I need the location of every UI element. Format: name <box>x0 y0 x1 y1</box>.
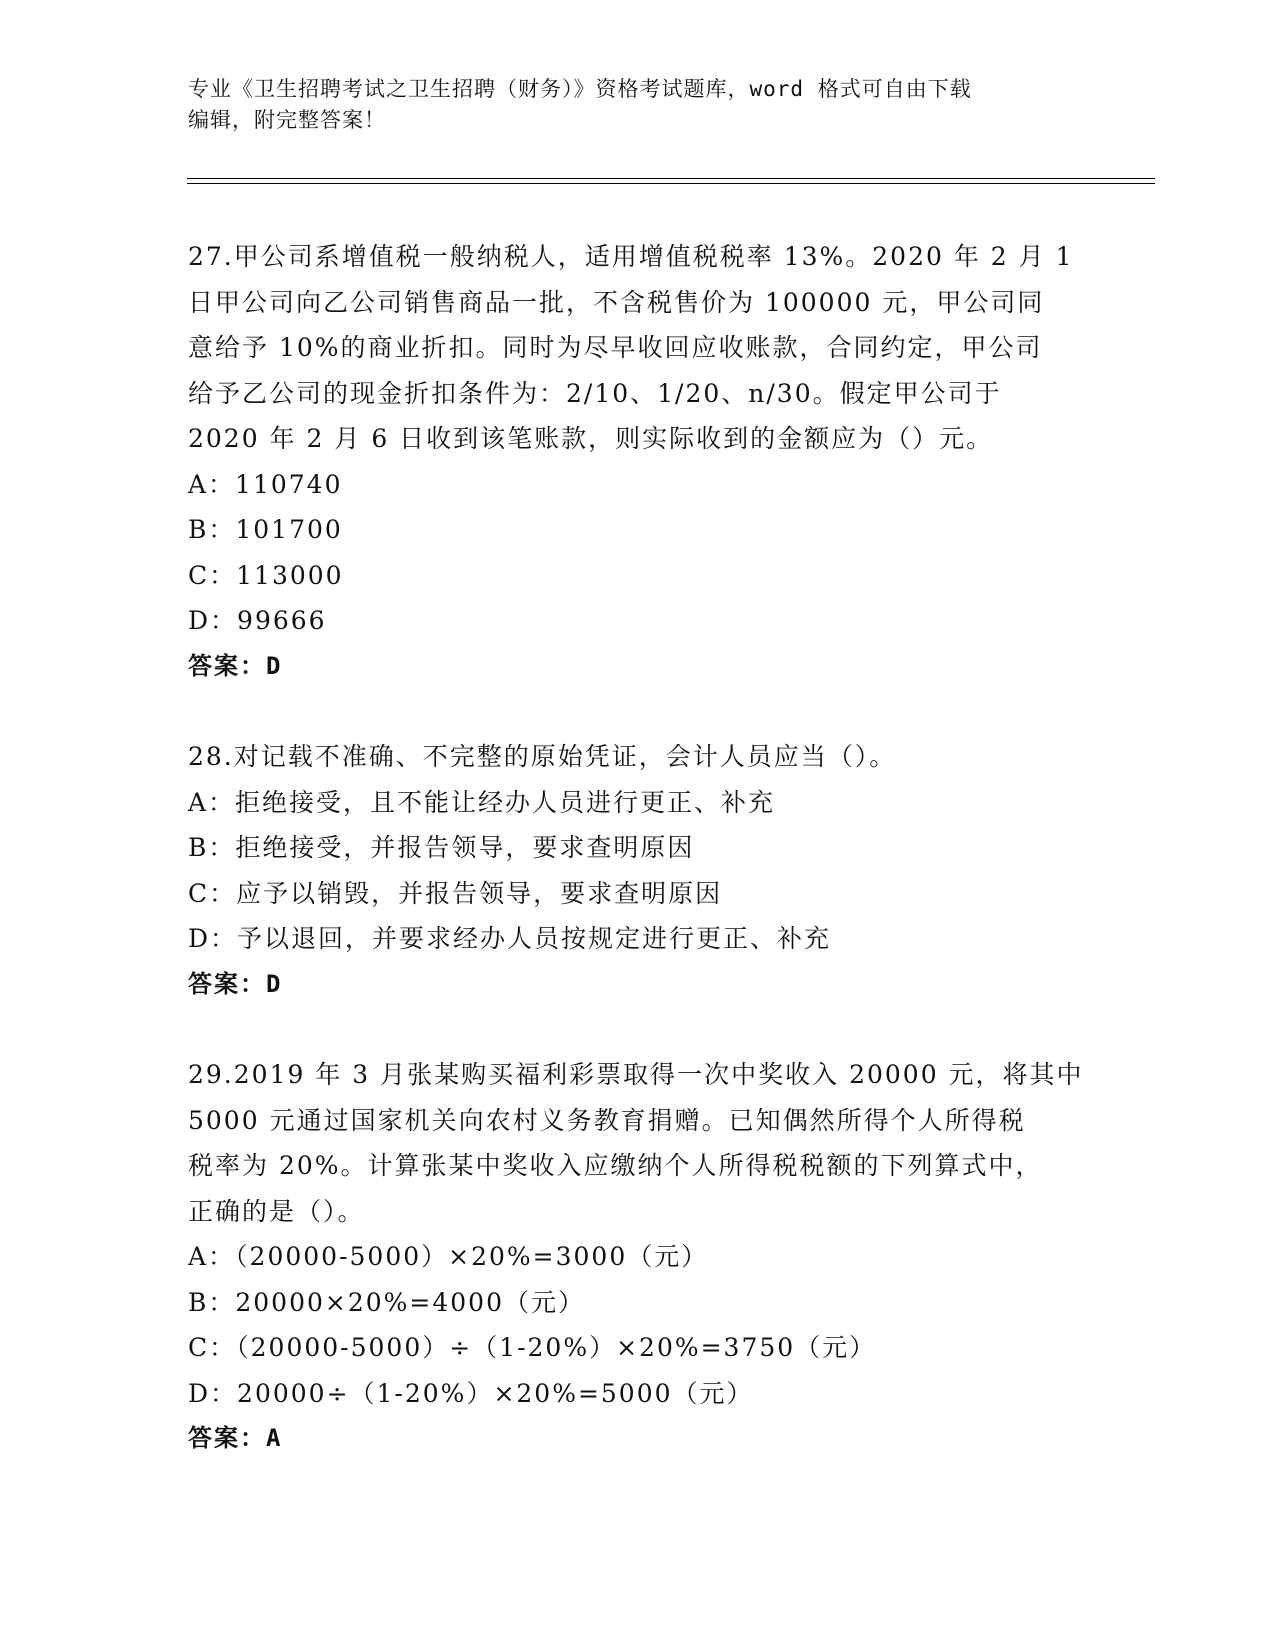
option-c: C：（20000-5000）÷（1-20%）×20%=3750（元） <box>188 1333 877 1362</box>
question-28 <box>188 734 1088 1007</box>
question-stem-line: 2020 年 2 月 6 日收到该笔账款，则实际收到的金额应为（）元。 <box>188 424 994 453</box>
question-stem-line: 正确的是（）。 <box>188 1196 365 1226</box>
answer-label: 答案：D <box>188 969 283 998</box>
document-header <box>188 74 1088 136</box>
option-a: A：（20000-5000）×20%=3000（元） <box>188 1242 709 1271</box>
question-stem-line: 税率为 20%。计算张某中奖收入应缴纳个人所得税税额的下列算式中， <box>188 1151 1043 1180</box>
question-stem-line: 给予乙公司的现金折扣条件为：2/10、1/20、n/30。假定甲公司于 <box>188 378 1002 408</box>
question-27 <box>188 234 1088 689</box>
option-c: C：113000 <box>188 560 344 590</box>
question-stem-line: 27.甲公司系增值税一般纳税人，适用增值税税率 13%。2020 年 2 月 1 <box>188 242 1074 271</box>
option-a: A：110740 <box>188 469 343 499</box>
question-stem-line: 29.2019 年 3 月张某购买福利彩票取得一次中奖收入 20000 元，将其中 <box>188 1060 1084 1089</box>
question-stem-line: 日甲公司向乙公司销售商品一批，不含税售价为 100000 元，甲公司同 <box>188 287 1045 317</box>
header-divider-top <box>187 178 1155 179</box>
option-c: C：应予以销毁，并报告领导，要求查明原因 <box>188 878 723 908</box>
answer-label: 答案：A <box>188 1424 283 1452</box>
question-29 <box>188 1052 1088 1462</box>
answer-label: 答案：D <box>188 651 283 680</box>
header-line-1: 专业《卫生招聘考试之卫生招聘（财务）》资格考试题库，word 格式可自由下载 <box>188 77 972 101</box>
option-d: D：99666 <box>188 606 327 635</box>
question-stem-line: 意给予 10%的商业折扣。同时为尽早收回应收账款，合同约定，甲公司 <box>188 333 1043 362</box>
option-d: D：予以退回，并要求经办人员按规定进行更正、补充 <box>188 924 832 953</box>
question-stem-line: 28.对记载不准确、不完整的原始凭证，会计人员应当（）。 <box>188 742 897 771</box>
option-b: B：101700 <box>188 515 343 544</box>
option-b: B：20000×20%=4000（元） <box>188 1287 585 1317</box>
question-stem-line: 5000 元通过国家机关向农村义务教育捐赠。已知偶然所得个人所得税 <box>188 1105 1026 1135</box>
option-b: B：拒绝接受，并报告领导，要求查明原因 <box>188 833 695 862</box>
header-divider-bottom <box>187 183 1155 184</box>
option-d: D：20000÷（1-20%）×20%=5000（元） <box>188 1378 754 1408</box>
option-a: A：拒绝接受，且不能让经办人员进行更正、补充 <box>188 787 776 817</box>
header-line-2: 编辑，附完整答案！ <box>188 108 386 132</box>
